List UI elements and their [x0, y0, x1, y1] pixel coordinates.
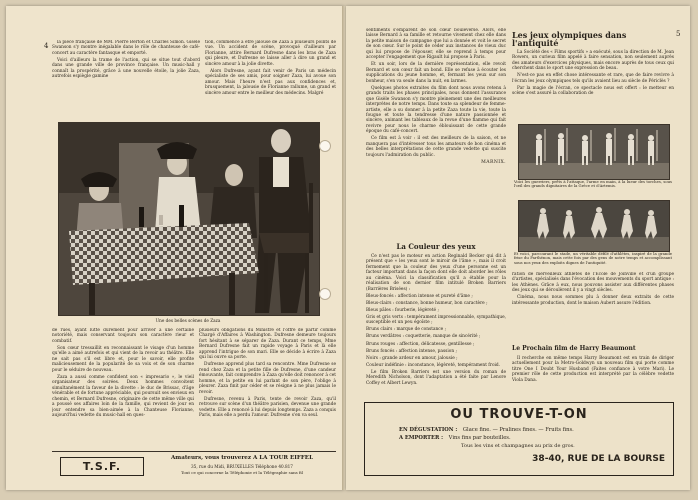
eye-color-item: Bleus pâles : fourberie, légèreté ;	[366, 307, 439, 313]
left-col1	[52, 40, 200, 125]
paragraph: Le film Broken Barriers est une version du roman de Meredith Nicholson, dont l'adaptation a été faite par Lenore Coffey et Albert Lewyn.	[366, 369, 506, 386]
paragraph: Son cœur tressaillit en reconnaissant le visage d'un homme qu'elle a aimé autrefois et qui vient de la revoir au théâtre. Elle ne sait pas s'il est libre et, pour le savoir, elle profite malicieusement de la popularité de sa voix et de son charme pour le séduire de nouveau.	[52, 345, 194, 373]
olympic-warriors-illustration	[519, 125, 669, 179]
olympic-warriors-photo	[518, 124, 670, 180]
tsf-headline: Amateurs, vous trouverez A LA TOUR EIFFEL	[170, 455, 314, 461]
left-page	[6, 6, 344, 490]
paragraph: Ce film est à voir : il est des meilleurs de la saison, et ne manquera pas d'intéresser tous les amateurs de bon cinéma et des belles interprétations de cette grande vedette qui suscite toujours l'admiration du public.	[366, 136, 506, 158]
ad-line2	[399, 435, 669, 441]
paragraph: de rues, ayant lutté durement pour arriver à une certaine notoriété, mais conservant toujours son caractère rieur et combatif.	[52, 328, 194, 344]
paragraph: La Société des « Films sportifs » a exécuté, sous la direction de M. Jean Rowers, un curieux film appelé à faire sensation, non seulement auprès des amateurs d'exercices physiques, mais encore auprès de tous ceux qui cherchent dans le sport une expression de beau.	[512, 50, 674, 72]
paragraph: Dufresne, revenu à Paris, tente de revoir Zaza, qu'il retrouve sur scène d'un théâtre parisien, devenue une grande vedette. Elle a renoncé à lui depuis longtemps. Zaza a conquis Paris, mais elle a perdu l'amour. Dufresne s'en va seul.	[199, 396, 336, 418]
eye-color-item: Couleur indéfinie : inconstance, légèreté, tempérament froid.	[366, 362, 501, 368]
right-col1-eyes	[366, 240, 506, 400]
paragraph: Dufresne apprend plus tard sa rencontre. Mme Dufresne se rend chez Zaza et la petite fille de Dufresne, d'une candeur émouvante, fait comprendre à Zaza qu'elle doit renoncer à cet homme, et la petite en lui parlant de son père, l'oblige à pleurer. Zaza finit par céder et se résigne à ne plus jamais le revoir.	[199, 362, 336, 395]
page-number-right: 5	[676, 30, 681, 38]
right-page	[346, 6, 690, 490]
paragraph: Il recherche en même temps Harry Beaumont est en train de diriger actuellement pour la Metro-Goldwyn un nouveau film qui porte comme titre One I Doubt Your Husband (Faites confiance à votre Mari). Le premier rôle de cette production est interprété par la célèbre vedette Viola Dana.	[512, 356, 674, 383]
ad-line2-label: A EMPORTER :	[399, 435, 444, 441]
film-still-photo	[58, 122, 320, 316]
eye-color-item: Bruns clairs : marque de constance ;	[366, 327, 447, 333]
tsf-address: 35, rue du Midi, BRUXELLES Téléphone 40.817	[191, 464, 293, 469]
olympic-section-title: Les jeux olympiques dans l'antiquité	[512, 30, 627, 48]
olympic-athletes-photo	[518, 200, 670, 252]
photo2-caption: Et voici, parcourant le stade, un véritable défilé d'athlètes, inspiré de la grande frise du Parthénon, mais cette fois par des gens de notre temps et accomplissant sous nos yeux des exploits dignes de l'antiquité.	[514, 251, 672, 265]
ad-line1-text: Glace fine. — Pralines fines. — Fruits fins.	[462, 427, 574, 433]
paragraph: plusieurs obligations du Ministre et l'offre de partir comme Chargé d'Affaires à Washington. Dufresne demeure toujours fort hésitant à se séparer de Zaza. Durant ce temps, Mme Bernard Dufresne fait un rapide voyage à Paris et là elle apprend l'intrigue de son mari. Elle se décide à écrire à Zaza qui lui ouvre sa porte.	[199, 328, 336, 361]
tsf-advertisement	[52, 451, 336, 480]
ad-headline: OU TROUVE-T-ON	[450, 407, 588, 422]
ad-line2-text: Vins fins par bouteilles.	[448, 435, 511, 441]
eyes-section-title: La Couleur des yeux	[396, 242, 476, 251]
page-number-left: 4	[44, 42, 49, 50]
film-still-illustration	[59, 123, 319, 315]
left-col4	[199, 328, 336, 450]
photo1-caption: Voici les guerriers, prêts à l'attaque, l'arme en main, à la lueur des torches, sous l'œil des grands dignitaires de la Grèce et d'Artemis.	[514, 179, 672, 189]
paragraph: Ce n'est pas le moteur en action Reginald Becker qui dit à présent que « les yeux sont le miroir de l'âme », mais il croit fermement que la couleur des yeux d'une personne est un facteur important dans la façon dont elle doit aborder les rôles au cinéma. Voici la classification qu'il a établie pour la réalisation de son dernier film intitulé Broken Barriers (Barrières Brisées) :	[366, 254, 506, 292]
right-col2-olympic	[512, 28, 674, 122]
paragraph: Voici d'ailleurs la trame de l'action, qui se situe tout d'abord dans une grande ville de province française. Un music-hall y connaît la prospérité, grâce à une nouvelle étoile, la jolie Zaza, autrefois espiègle gamine	[52, 57, 200, 80]
paragraph: tion, commence à être jalouse de Zaza à plusieurs points de vue. Un accident de scène, provoqué d'ailleurs par Florianne, attire Bernard Dufresne dans les bras de Zaza qui pleure, et Dufresne se laisse aller à dire un grand et sincère amour à la jolie divette.	[205, 40, 336, 67]
tsf-tagline: Tout ce qui concerne la Téléphonie et la Télégraphie sans fil	[181, 470, 303, 475]
eye-color-item: Bruns verdâtres : coquetterie, manque de sincérité ;	[366, 334, 481, 340]
eye-color-item: Gris et gris verts : tempérament impressionnable, sympathique, susceptible et un peu égoïste ;	[366, 314, 506, 326]
paragraph: la pièce française de MM. Pierre Berton et Charles Simon. Gisèle Swanson s'y montre inégalable dans le rôle de chanteuse de café-concert au caractère fantasque et emporté.	[52, 40, 200, 56]
ad-line3: Tous les vins et champagnes au prix de gros.	[461, 443, 575, 449]
ou-trouve-t-on-advertisement	[364, 402, 674, 476]
paragraph: Zaza a aussi comme confident son « impresario », le vieil organisateur des soirées. Deux hommes convoitent simultanément la faveur de la divette : le duc de Brissac, d'âge vénérable et de fortune appréciable, qui poursuit ses envieux en chemin, et Bernard Dufresne, originaire de cette même ville qui a poussé ses affaires loin de la famille, qui revient de jour en jour entendre sa bien-aimée à la Chanteuse Florianne, aujourd'hui vedette du music-hall en ques-	[52, 374, 194, 418]
olympic-athletes-illustration	[519, 201, 669, 251]
left-col2	[205, 40, 336, 125]
punch-hole	[319, 288, 331, 300]
right-col1-top	[366, 28, 506, 238]
paragraph: Quelques photos extraites du film dont nous avons retenu à grands traits les phases principales, nous donnent l'assurance que Gisèle Swanson s'y montre pleinement une des meilleures interprètes de notre temps. Dans toute sa splendeur de femme-artiste, elle a su donner à la petite Zaza toute la vie, toute la fougue et toute la tendresse d'une nature passionnée et sincère, animant les tableaux de la revue d'une flamme qui fait revivre pour nous le charme éblouissant de cette grande époque du café-concert.	[366, 85, 506, 135]
eye-color-item: Bruns foncés : affection intense, passion ;	[366, 348, 457, 354]
beaumont-section-title: Le Prochain film de Harry Beaumont	[512, 345, 636, 352]
right-col2-after	[512, 272, 674, 332]
paragraph: Par la magie de l'écran, ce spectacle nous est offert : le metteur en scène s'est assuré la collaboration de	[512, 85, 674, 97]
paragraph: ration de merveilleux athlètes de l'École de Joinville et d'un groupe d'artistes, spécialisés dans l'évocation des mouvements du sport antique : les Athènes. Grâce à eux, nous pouvons assister aux différentes phases des jeux qui se déroulèrent il y a vingt siècles.	[512, 272, 674, 294]
ad-line1-label: EN DÉGUSTATION :	[399, 427, 458, 433]
author-signature: MARNIX.	[481, 159, 506, 165]
left-col3	[52, 328, 194, 450]
tsf-logo: T.S.F.	[60, 457, 144, 476]
punch-hole	[319, 140, 331, 152]
eye-color-item: Bleus-foncés : affection intense et pureté d'âme ;	[366, 293, 473, 299]
eye-color-item: Noirs : grande ardeur en amour, jalousie ;	[366, 355, 458, 361]
paragraph: N'est-ce pas en effet chose intéressante et rare, que de faire revivre à l'écran les jeux olympiques tels qu'ils avaient lieu au siècle de Périclès ?	[512, 73, 674, 84]
paragraph: sentiments s'emparent de son cœur bouleversé. Alors, elle laisse Bernard à sa famille et retourne vivement chez elle dans la petite maison de campagne que lui a donnée et voit le secret de son cœur. Sur le point de céder aux instances de vieux duc qui lui propose de l'épouser, elle se reprend à temps pour accepter l'engagement que Rigault lui propose à Paris.	[366, 28, 506, 61]
paragraph: Alors Dufresne, ayant fait venir de Paris un médecin spécialiste de ses amis, pour soigner Zaza, lui avoue son amour. Mais l'heure n'est pas aux confidences et, brusquement, la jalousie de Florianne rallume, un grand et sincère amour entre le meilleur des médecins. Malgré	[205, 68, 336, 96]
eye-color-item: Bleus-clairs : constance, bonne humeur, bon caractère ;	[366, 300, 488, 306]
eye-color-item: Bruns rouges : affection, délicatesse, gentillesse ;	[366, 341, 475, 347]
ad-address: 38-40, RUE DE LA BOURSE	[532, 454, 665, 464]
photo-caption: Une des belles scènes de Zaza	[155, 318, 221, 323]
right-col2-beaumont	[512, 342, 674, 394]
ad-line1	[399, 427, 669, 433]
paragraph: Et un soir, lors de la dernière représentation, elle revoit Bernard et son cœur fait un bond. Elle se refuse à écouter les supplications du jeune homme, et, fermant les yeux sur son bonheur, s'en va seule dans la nuit, en larmes.	[366, 62, 506, 84]
paragraph: Cinéma, nous nous sommes plu à donner deux extraits de cette intéressante production, dont le maison Aubert assure l'édition.	[512, 295, 674, 306]
